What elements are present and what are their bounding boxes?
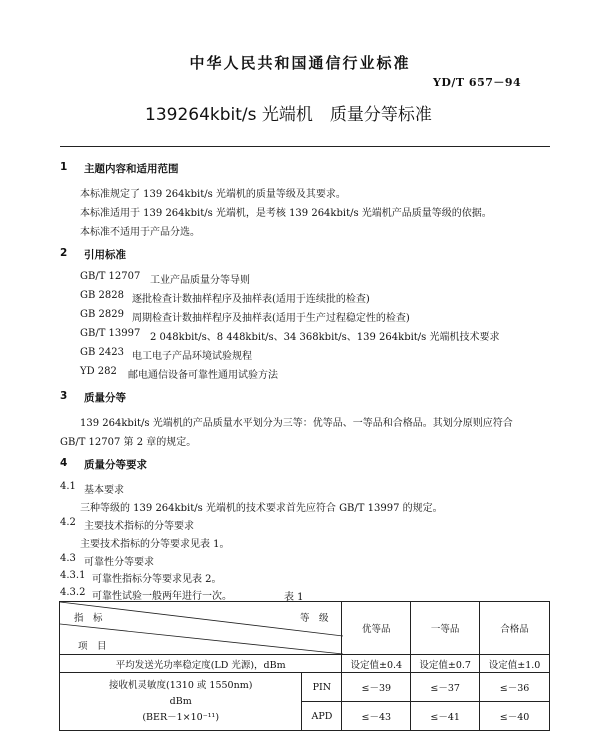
section-4-heading: 质量分等要求 [84,459,147,471]
section-1-para-3: 本标准不适用于产品分选。 [80,227,200,238]
sensitivity-label-line-3: (BER－1×10⁻¹¹) [142,711,220,723]
power-stability-premium: 设定值±0.4 [342,655,411,673]
subsection-4-3-1-text: 可靠性指标分等要求见表 2。 [92,574,222,585]
section-1-number: 1 [60,161,68,173]
sensitivity-label-cell [60,673,302,731]
diagonal-header-cell [60,602,342,655]
sensitivity-label-line-1: 接收机灵敏度(1310 或 1550nm) [108,679,253,691]
standard-code: YD/T 657－94 [433,76,522,89]
section-1-heading: 主题内容和适用范围 [84,163,179,175]
pin-qualified: ≤－36 [480,673,550,702]
grade-qualified-header: 合格品 [480,602,550,655]
section-1-para-2: 本标准适用于 139 264kbit/s 光端机，是考核 139 264kbit/s 光端机产品质量等级的依据。 [80,208,492,219]
power-stability-label: 平均发送光功率稳定度(LD 光源)，dBm [60,655,342,673]
section-3-para-1: 139 264kbit/s 光端机的产品质量水平划分为三等：优等品、一等品和合格品。其划分原则应符合 [80,418,513,429]
apd-qualified: ≤－40 [480,702,550,731]
header-grade-label: 等 级 [300,613,329,624]
apd-premium: ≤－43 [342,702,411,731]
ref-2-title: 逐批检查计数抽样程序及抽样表(适用于连续批的检查) [132,294,370,305]
receiver-type-pin: PIN [302,673,342,702]
ref-5-title: 电工电子产品环境试验规程 [132,351,252,362]
subsection-4-2-number: 4.2 [60,517,76,528]
subsection-4-3-2-text: 可靠性试验一般两年进行一次。 [92,591,232,602]
table-1 [59,601,550,731]
subsection-4-2-heading: 主要技术指标的分等要求 [84,521,194,532]
section-2-number: 2 [60,247,68,259]
subsection-4-1-text: 三种等级的 139 264kbit/s 光端机的技术要求首先应符合 GB/T 13997 的规定。 [80,503,443,514]
power-stability-first: 设定值±0.7 [411,655,480,673]
ref-5-code: GB 2423 [80,347,124,358]
subsection-4-2-text: 主要技术指标的分等要求见表 1。 [80,539,230,550]
section-2-heading: 引用标准 [84,249,126,261]
ref-1-title: 工业产品质量分等导则 [150,275,250,286]
subsection-4-3-heading: 可靠性分等要求 [84,557,154,568]
receiver-type-apd: APD [302,702,342,731]
ref-4-code: GB/T 13997 [80,328,141,339]
ref-1-code: GB/T 12707 [80,271,141,282]
header-indicator-label: 指 标 [74,613,103,624]
section-3-number: 3 [60,390,68,402]
table-header-row [60,602,550,655]
pin-first: ≤－37 [411,673,480,702]
standard-category: 中华人民共和国通信行业标准 [189,54,411,72]
table-row-sensitivity-pin [60,673,550,702]
ref-6-code: YD 282 [80,366,117,377]
section-1-para-1: 本标准规定了 139 264kbit/s 光端机的质量等级及其要求。 [80,189,346,200]
subsection-4-3-1-number: 4.3.1 [60,570,86,581]
section-3-heading: 质量分等 [84,392,126,404]
ref-3-title: 周期检查计数抽样程序及抽样表(适用于生产过程稳定性的检查) [132,313,410,324]
apd-first: ≤－41 [411,702,480,731]
table-row-power-stability [60,655,550,673]
ref-2-code: GB 2828 [80,290,124,301]
section-3-para-2: GB/T 12707 第 2 章的规定。 [60,437,197,448]
grade-premium-header: 优等品 [342,602,411,655]
ref-3-code: GB 2829 [80,309,124,320]
subsection-4-1-number: 4.1 [60,481,76,492]
subsection-4-1-heading: 基本要求 [84,485,124,496]
document-title: 139264kbit/s 光端机 质量分等标准 [145,105,432,125]
subsection-4-3-2-number: 4.3.2 [60,587,86,598]
pin-premium: ≤－39 [342,673,411,702]
grade-first-header: 一等品 [411,602,480,655]
sensitivity-label-line-2: dBm [169,695,192,707]
section-4-number: 4 [60,457,68,469]
title-divider [60,146,550,147]
table-1-caption: 表 1 [284,592,304,603]
power-stability-qualified: 设定值±1.0 [480,655,550,673]
subsection-4-3-number: 4.3 [60,553,76,564]
ref-6-title: 邮电通信设备可靠性通用试验方法 [128,370,278,381]
header-item-label: 项 目 [78,641,107,652]
ref-4-title: 2 048kbit/s、8 448kbit/s、34 368kbit/s、139 264kbit/s 光端机技术要求 [150,332,500,343]
